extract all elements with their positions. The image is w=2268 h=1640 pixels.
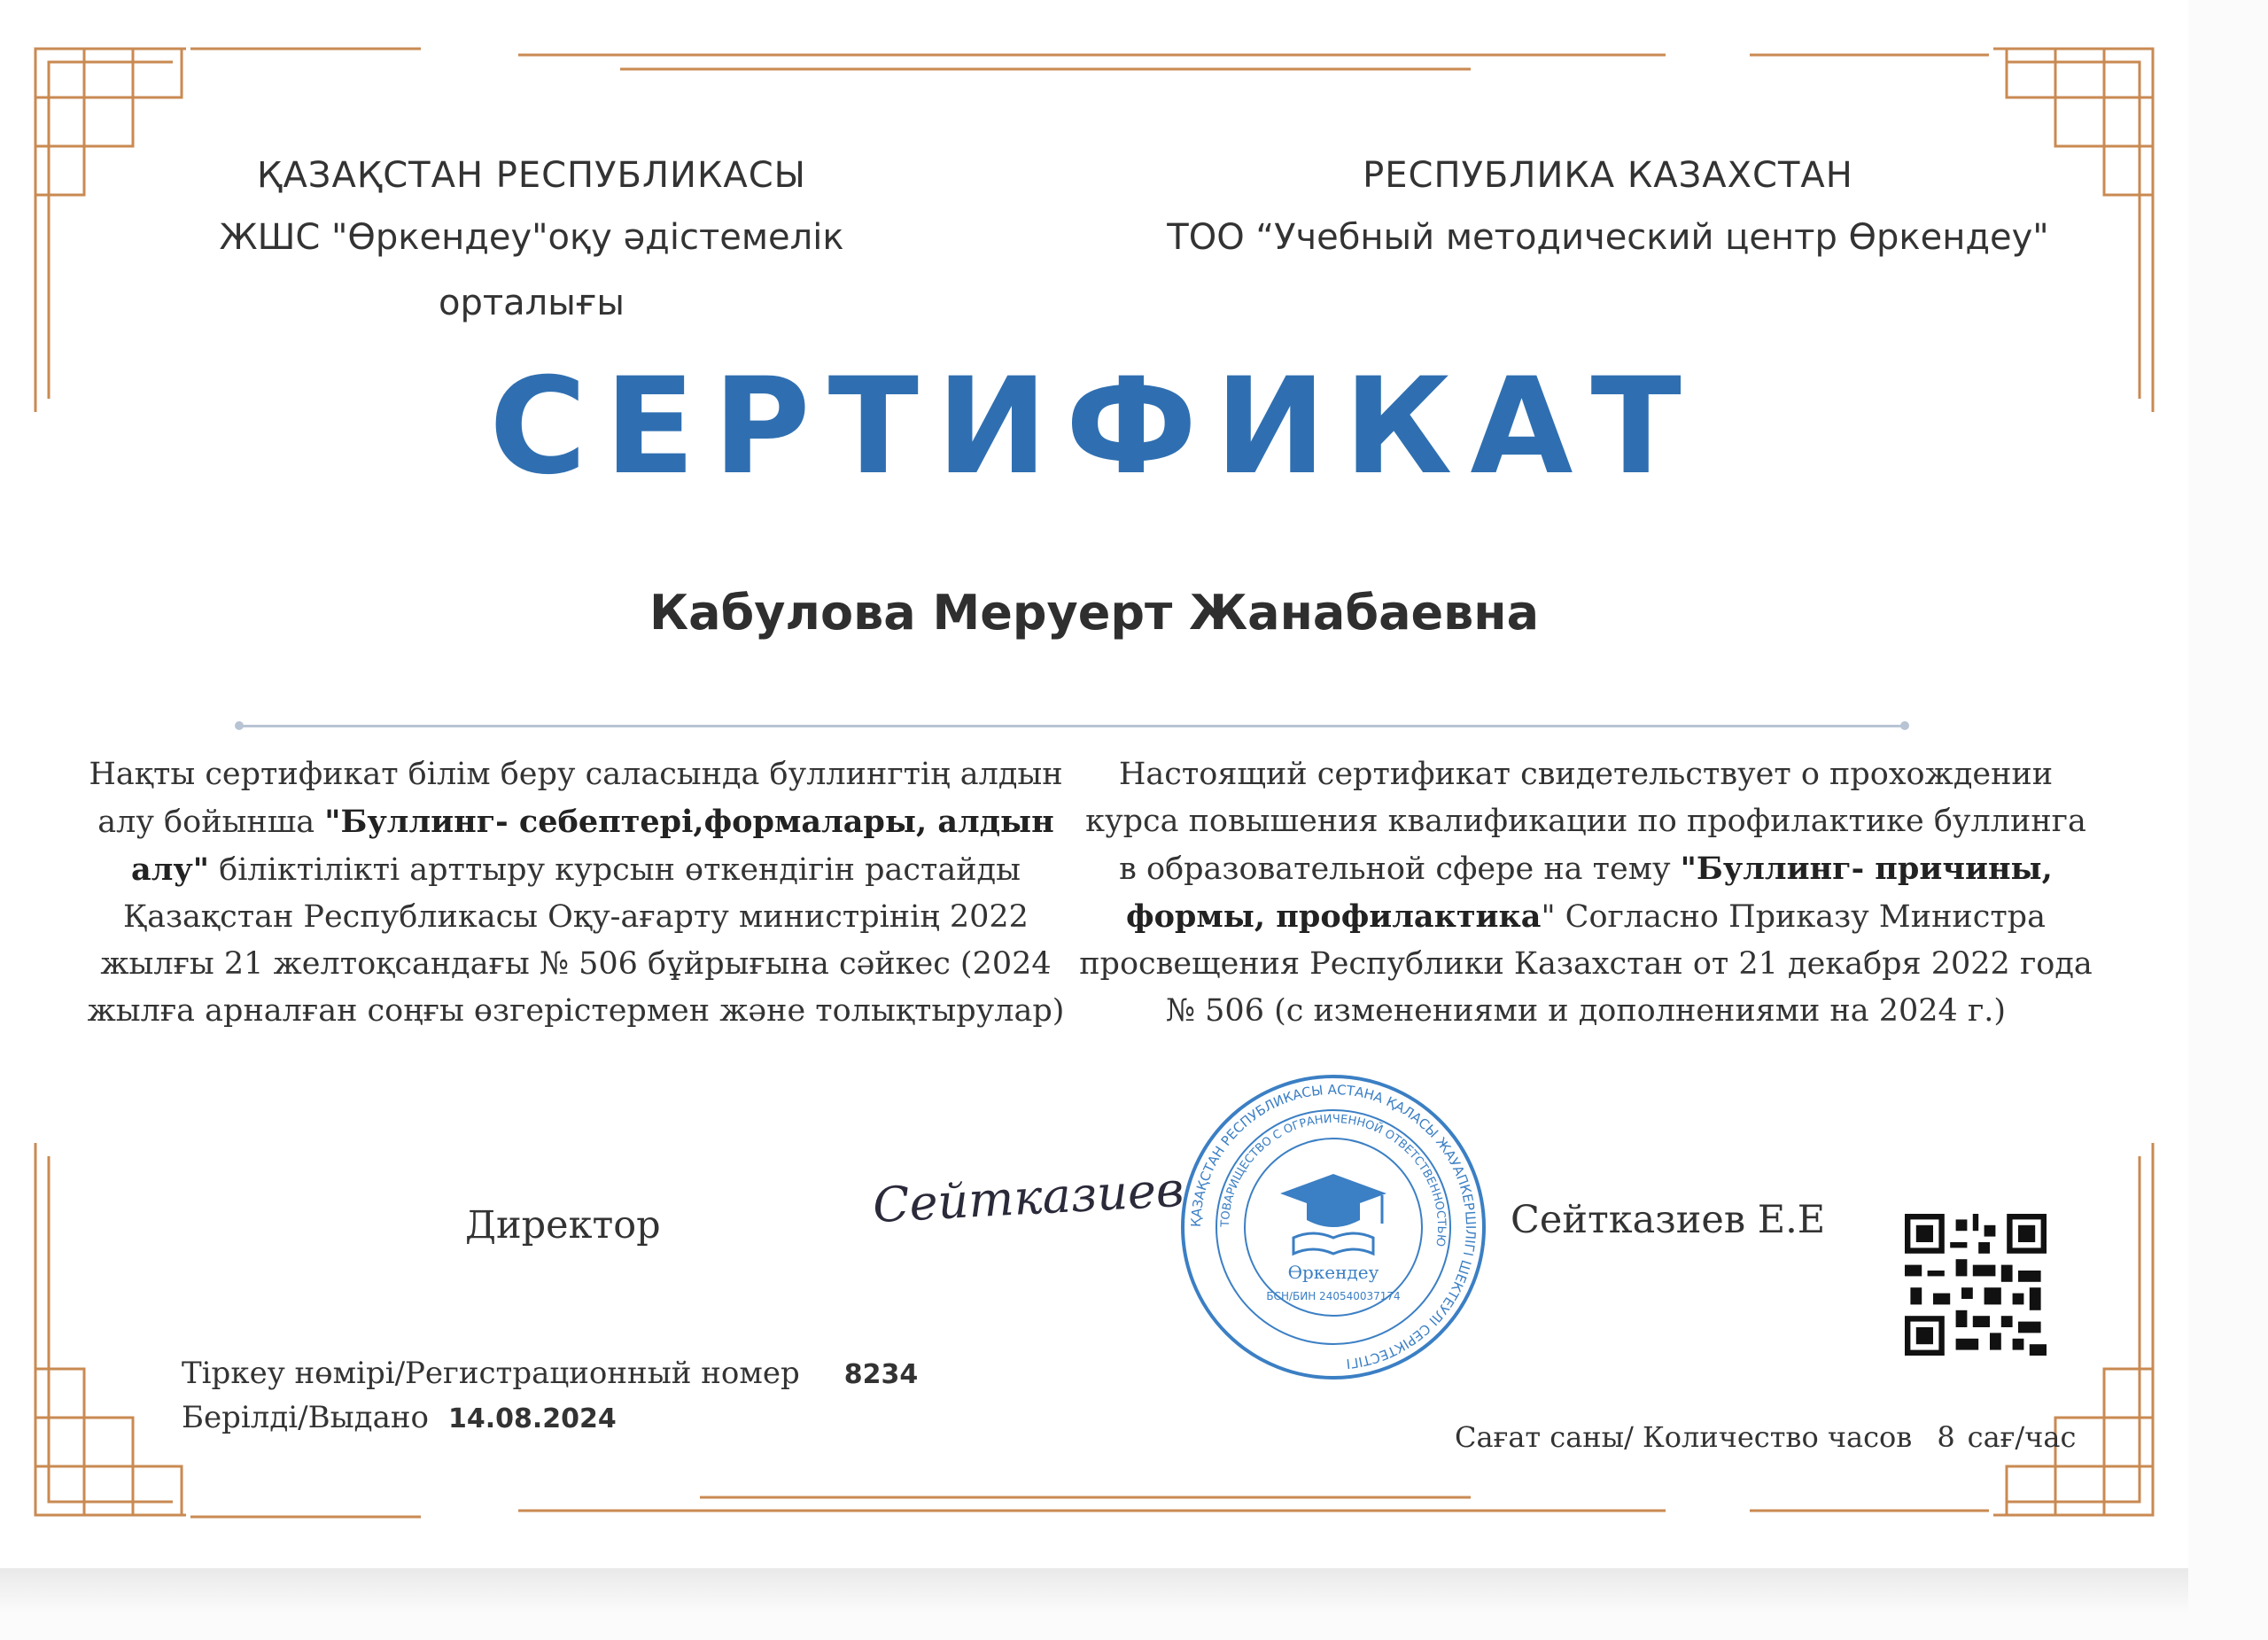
hours-label: Сағат саны/ Количество часов (1455, 1420, 1913, 1454)
scan-edge (0, 1568, 2188, 1613)
hours-row (1455, 1420, 2076, 1454)
open-book-icon (1293, 1233, 1373, 1254)
divider-line (239, 725, 1905, 727)
issued-row (182, 1400, 617, 1435)
registration-label: Тіркеу нөмірі/Регистрационный номер (182, 1356, 800, 1391)
kz-text-part2: біліктілікті арттыру курсын өткендігін растайды Қазақстан Республикасы Оқу-ағарту министрінің 2022 жылғы 21 желтоқсандағы № 506 бұйрығына сәйкес (2024 жылға арналған соңғы өзгерістермен және толықтырулар) (87, 852, 1065, 1029)
issued-label: Берілді/Выдано (182, 1400, 429, 1435)
director-label: Директор (465, 1203, 661, 1247)
org-ru: ТОО “Учебный методический центр Өркендеу" (1167, 217, 2049, 258)
signature: Сейтказиев (871, 1161, 1185, 1234)
director-name: Сейтказиев Е.Е (1511, 1198, 1826, 1242)
kz-text-part1: Нақты сертификат білім беру саласында буллингтің алдын алу бойынша (89, 757, 1063, 840)
graduation-cap-icon (1280, 1174, 1386, 1227)
organization-stamp (1174, 1068, 1493, 1387)
qr-code-icon[interactable] (1905, 1214, 2047, 1356)
kz-paragraph (84, 751, 1068, 1035)
org-kz: ЖШС "Өркендеу"оқу әдістемелік орталығы (219, 217, 844, 323)
country-kz: ҚАЗАҚСТАН РЕСПУБЛИКАСЫ (257, 155, 806, 196)
ru-text-part1: Настоящий сертификат свидетельствует о прохождении курса повышения квалификации по профилактике буллинга в образовательной сфере на тему (1085, 757, 2086, 887)
issued-date: 14.08.2024 (448, 1403, 617, 1434)
registration-row (182, 1356, 918, 1391)
ru-course-title: "Буллинг- причины, формы, профилактика (1126, 851, 2053, 935)
certificate-title: СЕРТИФИКАТ (489, 350, 1699, 504)
stamp-center-name: Өркендеу (1287, 1262, 1379, 1283)
stamp-outer-text: ҚАЗАҚСТАН РЕСПУБЛИКАСЫ АСТАНА ҚАЛАСЫ ЖАУАПКЕРШІЛІГІ ШЕКТЕУЛІ СЕРІКТЕСТІГІ (1187, 1081, 1480, 1372)
recipient-name: Кабулова Меруерт Жанабаевна (649, 585, 1540, 641)
header-right (1152, 146, 2064, 270)
hours-unit: сағ/час (1967, 1420, 2077, 1454)
stamp-bin: БСН/БИН 240540037174 (1266, 1290, 1401, 1302)
header-left (133, 146, 930, 336)
country-ru: РЕСПУБЛИКА КАЗАХСТАН (1363, 155, 1853, 196)
hours-value: 8 (1937, 1420, 1955, 1454)
stamp-inner-text: ТОВАРИЩЕСТВО С ОГРАНИЧЕННОЙ ОТВЕТСТВЕННОСТЬЮ (1218, 1112, 1449, 1247)
registration-number: 8234 (843, 1359, 919, 1390)
ru-paragraph (1076, 751, 2095, 1035)
kz-course-title: "Буллинг- себептері,формалары, алдын алу" (131, 804, 1054, 888)
ru-text-part2: " Согласно Приказу Министра просвещения Республики Казахстан от 21 декабря 2022 года № 506 (с изменениями и дополнениями на 2024 г.) (1079, 899, 2093, 1029)
